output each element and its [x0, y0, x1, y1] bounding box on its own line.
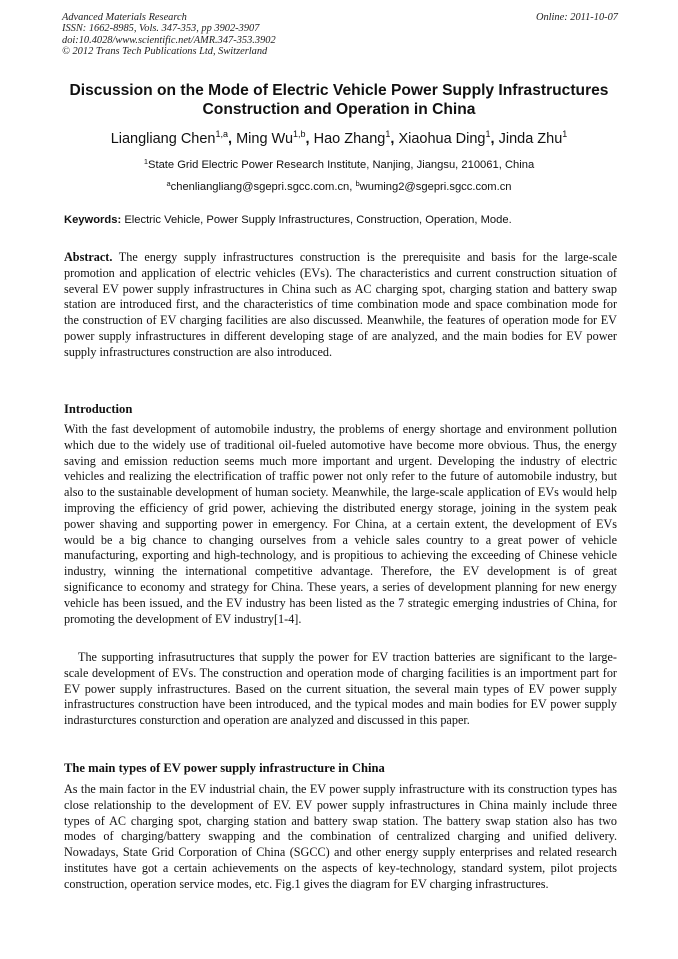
affiliation-text: State Grid Electric Power Research Institute, Nanjing, Jiangsu, 210061, China [148, 159, 535, 171]
author-affiliation-marker: 1,b [293, 129, 306, 139]
email-marker: a [166, 179, 171, 188]
online-date: Online: 2011-10-07 [535, 12, 618, 23]
issn-line: ISSN: 1662-8985, Vols. 347-353, pp 3902-3907 [62, 23, 260, 35]
abstract-text: The energy supply infrastructures construction is the prerequisite and basis for the large-scale promotion and application of electric vehicles (EVs). The characteristics and current construction situation of several EV power supply infrastructures in China such as AC charging spot, charging station and battery swap station are introduced first, and the characteristics of time combination mode and space combination mode for the construction of EV charging facilities are also discussed. Meanwhile, the features of operation mode for EV power supply infrastructures in different developing stage of are analyzed, and the main bodies for EV power supply infrastructures construction are also introduced. [64, 250, 618, 359]
paper-title: Discussion on the Mode of Electric Vehicle Power Supply Infrastructures Construction and Operation in China [69, 82, 609, 118]
abstract-label: Abstract. [64, 250, 113, 264]
affiliation [40, 158, 638, 172]
abstract [64, 250, 617, 361]
author-list: Liangliang Chen$^{1,a}$, Ming Wu$^{1,b}$, Hao Zhang$^1$, Xiaohua Ding$^1$, Jinda Zhu$^1$ [110, 129, 568, 147]
keywords [64, 213, 616, 227]
author-affiliation-marker: 1 [562, 129, 568, 139]
introduction-paragraph-2: The supporting infrasutructures that supply the power for EV traction batteries are significant to the large-scale development of EVs. The construction and operation mode of charging facilities is an importment part for EV power supply infrastructures. Based on the current situation, the several main types of EV power supply infrastructures construction have been introduced, and the typical modes and main bodies for EV power supply indrasturctures consturction and operation are analyzed and discussed in this paper. [64, 650, 617, 728]
affiliation-marker: 1 [143, 157, 148, 166]
author-name: Liangliang Chen [110, 131, 216, 147]
section-heading-main-types: The main types of EV power supply infrastructure in China [64, 761, 385, 775]
email-address[interactable]: wuming2@sgepri.sgcc.com.cn [359, 181, 512, 193]
journal-name: Advanced Materials Research [62, 12, 187, 23]
author-affiliation-marker: 1 [485, 129, 491, 139]
introduction-paragraph-1: With the fast development of automobile industry, the problems of energy shortage and environment pollution which due to the widely use of traditional oil-fueled automotive have become more obvious. Thus, the energy saving and emission reduction seems much more important and urgent. Developing the industry of electric vehicles and realizing the electrification of traffic power not only refer to the future of automobile industry, but also to the sustainable development of human society. Meanwhile, the large-scale application of EVs would help improving the efficiency of grid power, achieving the distributed energy storage, joining in the system peak power shaving and supporting power in emergency. For China, at a certain extent, the development of EVs would be a big chance to changing ourselves from a vehicle sales country to a great power of vehicle manufacturing, exporting and high-technology, and is propitious to achieving the exceeding of Chinese vehicle industry, winning the international competitive advantage. Therefore, the EV development is of great significance to economy and strategy for China. These years, a series of development planning for new energy vehicle has been issued, and the EV industry has been listed as the 7 strategic emerging industries of China, for promoting the development of EV industry[1-4]. [64, 422, 617, 626]
author-name: Ming Wu [236, 131, 294, 147]
keywords-text: Electric Vehicle, Power Supply Infrastructures, Construction, Operation, Mode. [124, 214, 512, 226]
author-name: Xiaohua Ding [398, 131, 486, 147]
section-heading-introduction: Introduction [64, 402, 133, 416]
main-types-paragraph-1: As the main factor in the EV industrial chain, the EV power supply infrastructure with its construction types has close relationship to the development of EV. EV power supply infrastructures in China mainly include three types of AC charging spot, charging station and battery swap station. The battery swap station also has two modes of charging/battery swapping and the combination of centralized charging and unified delivery. Nowadays, State Grid Corporation of China (SGCC) and other energy supply enterprises and related research institutes have got a certain achievements on the aspects of key-technology, standard system, pilot projects construction, operation service modes, etc. Fig.1 gives the diagram for EV charging infrastructures. [64, 782, 617, 891]
author-affiliation-marker: 1 [385, 129, 391, 139]
author-name: Jinda Zhu [498, 131, 563, 147]
copyright-line: © 2012 Trans Tech Publications Ltd, Switzerland [62, 45, 268, 57]
keywords-label: Keywords: [64, 214, 122, 226]
email-marker: b [355, 179, 360, 188]
doi-line[interactable]: doi:10.4028/www.scientific.net/AMR.347-353.3902 [62, 34, 276, 46]
email-address[interactable]: chenliangliang@sgepri.sgcc.com.cn [170, 181, 350, 193]
journal-header [62, 12, 618, 57]
author-name: Hao Zhang [313, 131, 386, 147]
author-affiliation-marker: 1,a [215, 129, 229, 139]
email-list: $^a$chenliangliang@sgepri.sgcc.com.cn, $^b$wuming2@sgepri.sgcc.com.cn [166, 179, 512, 193]
